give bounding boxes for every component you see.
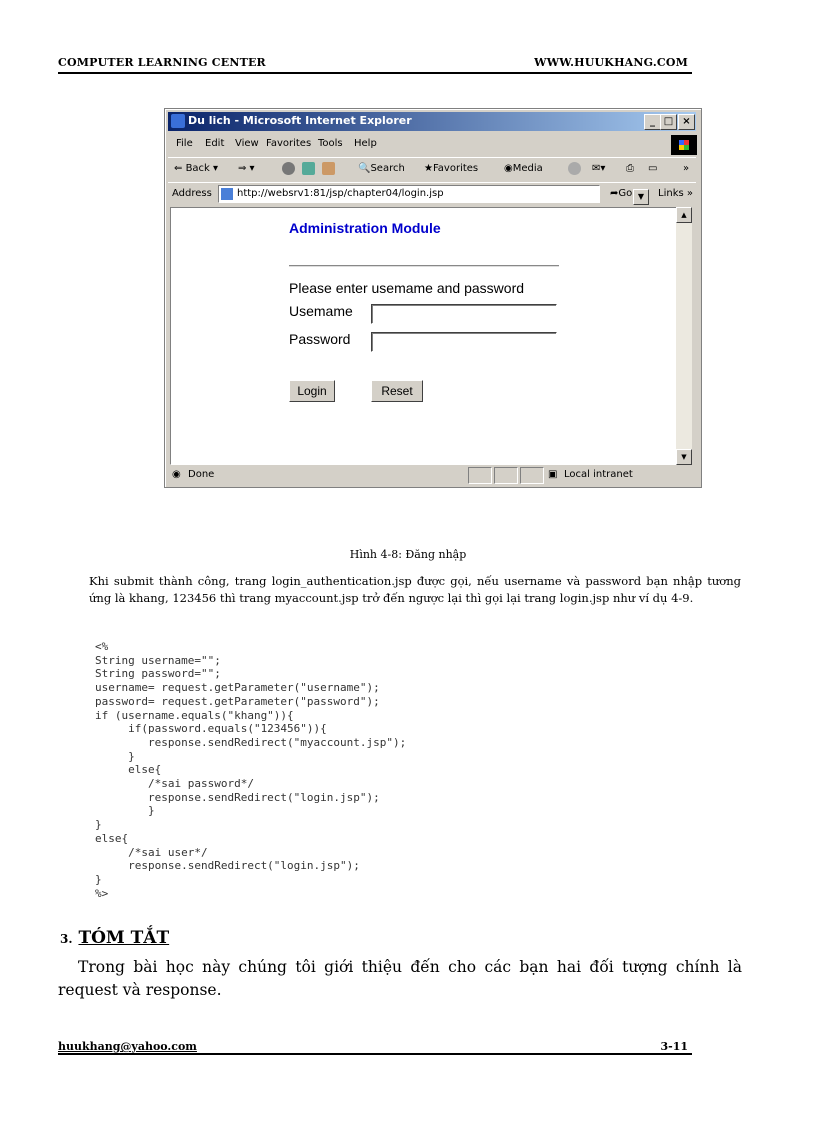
- home-icon[interactable]: [322, 162, 335, 175]
- page-footer: [58, 1040, 692, 1055]
- address-label: Address: [172, 188, 212, 199]
- title-bar: [168, 112, 696, 131]
- zone-text: Local intranet: [564, 469, 633, 480]
- address-bar: [168, 182, 696, 205]
- password-label: Password: [289, 331, 351, 347]
- status-cell: [520, 467, 544, 484]
- window-title: Du lich - Microsoft Internet Explorer: [188, 114, 412, 127]
- vertical-scrollbar[interactable]: [676, 207, 692, 465]
- login-button[interactable]: Login: [289, 380, 335, 402]
- zone-icon: ▣: [548, 469, 558, 480]
- body-paragraph: Khi submit thành công, trang login_authentication.jsp được gọi, nếu username và password bạn nhập tương ứng là khang, 123456 thì trang myaccount.jsp trở đến ngược lại thì gọi lại trang login.jsp như ví dụ 4-9.: [89, 574, 741, 605]
- links-button[interactable]: Links »: [658, 188, 693, 199]
- page-heading: Administration Module: [289, 220, 441, 236]
- go-button[interactable]: ➦Go: [610, 188, 633, 199]
- page-number: 3-11: [660, 1040, 688, 1053]
- page-icon: [221, 188, 233, 200]
- stop-icon[interactable]: [282, 162, 295, 175]
- menu-edit[interactable]: Edit: [205, 138, 225, 149]
- search-button[interactable]: 🔍Search: [358, 163, 405, 174]
- back-button[interactable]: ⇐ Back ▾: [174, 163, 219, 174]
- username-label: Usemame: [289, 303, 353, 319]
- code-block: <% String username=""; String password=""; username= request.getParameter("username"); password= request.getParameter("password"); if (username.equals("khang")){ if(password.equals("123456")){ response.sendRedirect("myaccount.jsp"); } else{ /*sai password*/ response.sendRedirect("login.jsp"); } } else{ /*sai user*/ response.sendRedirect("login.jsp"); } %>: [95, 640, 407, 900]
- status-bar: [168, 466, 696, 484]
- ie-icon: [171, 114, 185, 128]
- page-viewport: [170, 207, 678, 465]
- forward-button[interactable]: ⇒ ▾: [238, 163, 255, 174]
- browser-window: [164, 108, 702, 488]
- refresh-icon[interactable]: [302, 162, 315, 175]
- section-number: 3.: [60, 932, 73, 946]
- menu-help[interactable]: Help: [354, 138, 377, 149]
- mail-icon[interactable]: ✉▾: [592, 163, 606, 174]
- page-header: [58, 56, 692, 74]
- password-input[interactable]: [371, 332, 557, 352]
- minimize-button[interactable]: _: [644, 114, 661, 130]
- status-text: Done: [188, 469, 215, 480]
- favorites-button[interactable]: ★Favorites: [424, 163, 479, 174]
- history-icon[interactable]: [568, 162, 581, 175]
- menu-view[interactable]: View: [235, 138, 259, 149]
- status-cell: [494, 467, 518, 484]
- reset-button[interactable]: Reset: [371, 380, 423, 402]
- header-left: COMPUTER LEARNING CENTER: [58, 56, 266, 69]
- media-button[interactable]: ◉Media: [504, 163, 543, 174]
- toolbar: [168, 157, 696, 180]
- username-input[interactable]: [371, 304, 557, 324]
- close-button[interactable]: ×: [678, 114, 695, 130]
- section-heading: [60, 928, 169, 948]
- divider: [289, 265, 559, 267]
- edit-icon[interactable]: ▭: [648, 163, 658, 174]
- windows-logo-icon: [671, 135, 697, 155]
- scroll-up-icon[interactable]: ▲: [676, 207, 692, 223]
- login-prompt: Please enter usemame and password: [289, 280, 525, 296]
- figure-caption: Hình 4-8: Đăng nhập: [349, 548, 467, 561]
- menu-favorites[interactable]: Favorites: [266, 138, 312, 149]
- maximize-button[interactable]: □: [660, 114, 677, 130]
- menu-bar: [168, 135, 696, 153]
- status-cell: [468, 467, 492, 484]
- section-title: TÓM TẮT: [78, 928, 170, 948]
- address-url: http://websrv1:81/jsp/chapter04/login.jsp: [237, 188, 444, 199]
- address-dropdown-icon[interactable]: ▼: [633, 189, 649, 205]
- header-right: WWW.HUUKHANG.COM: [534, 56, 688, 69]
- toolbar-more-icon[interactable]: »: [683, 163, 690, 174]
- footer-email: huukhang@yahoo.com: [58, 1040, 197, 1053]
- scroll-down-icon[interactable]: ▼: [676, 449, 692, 465]
- status-icon: ◉: [172, 469, 181, 480]
- print-icon[interactable]: ⎙: [626, 163, 634, 174]
- summary-paragraph: Trong bài học này chúng tôi giới thiệu đến cho các bạn hai đối tượng chính là request và response.: [58, 958, 742, 999]
- menu-file[interactable]: File: [176, 138, 193, 149]
- menu-tools[interactable]: Tools: [318, 138, 343, 149]
